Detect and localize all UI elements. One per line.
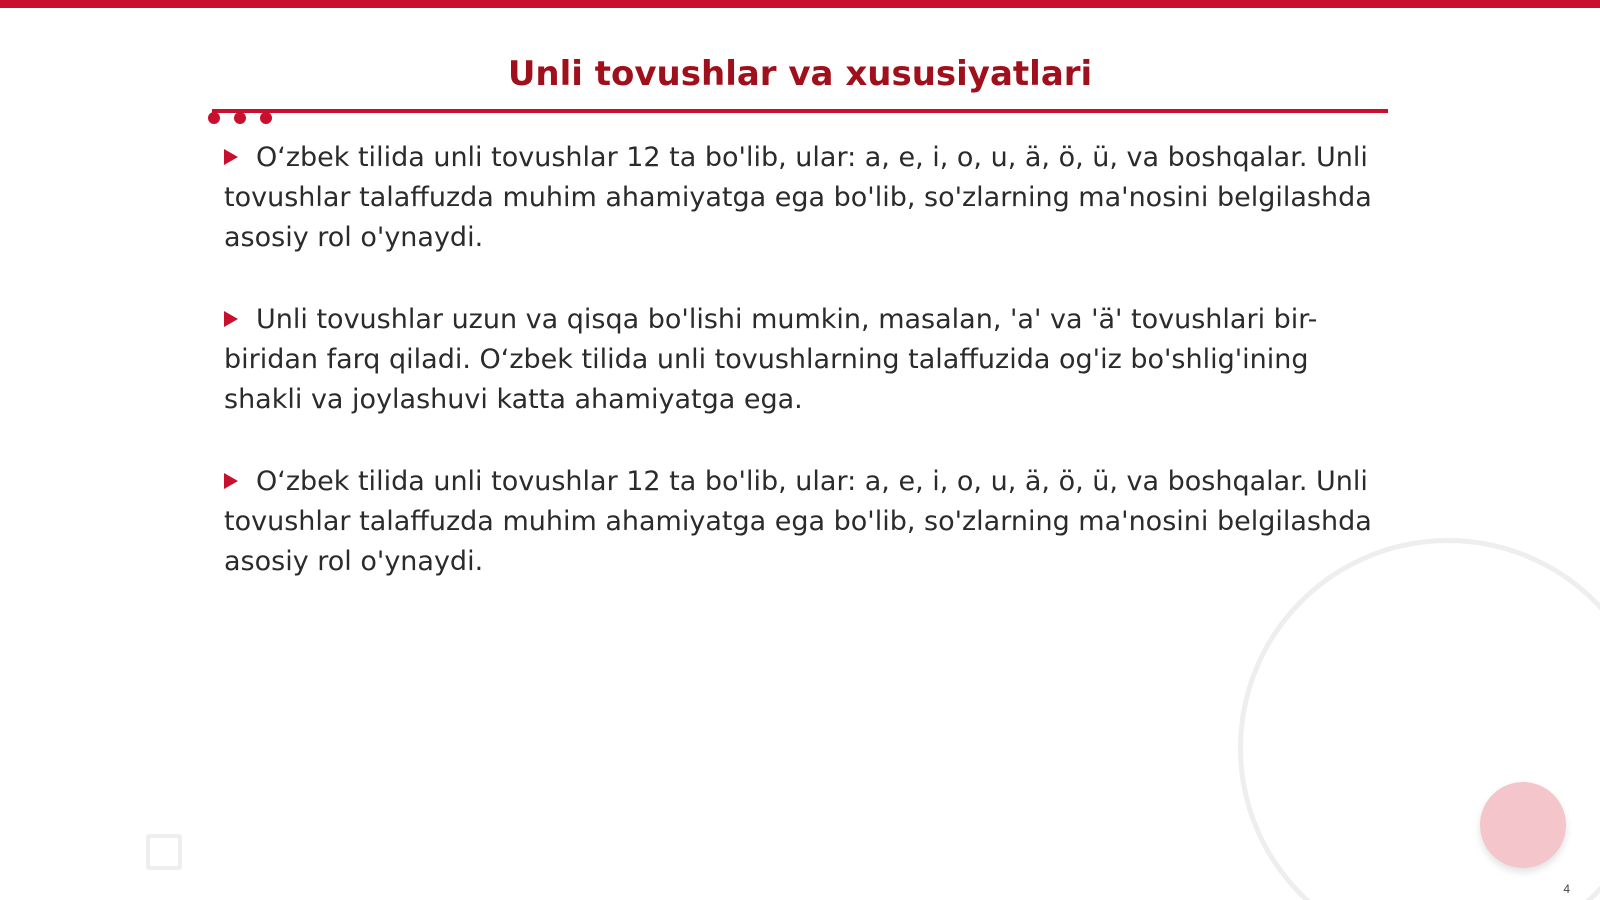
bullet-item bbox=[224, 300, 1374, 420]
page-number: 4 bbox=[1563, 882, 1570, 896]
bullet-text: Oʻzbek tilida unli tovushlar 12 ta bo'lib, ular: a, e, i, o, u, ä, ö, ü, va boshqalar. Unli tovushlar talaffuzda muhim ahamiyatga ega bo'lib, so'zlarning ma'nosini belgilashda asosiy rol o'ynaydi. bbox=[224, 466, 1372, 577]
title-underline bbox=[212, 109, 1388, 113]
bullet-text: Unli tovushlar uzun va qisqa bo'lishi mumkin, masalan, 'a' va 'ä' tovushlari bir-biridan farq qiladi. Oʻzbek tilida unli tovushlarning talaffuzida og'iz bo'shlig'ining shakli va joylashuvi katta ahamiyatga ega. bbox=[224, 304, 1318, 415]
decor-dot-2 bbox=[234, 112, 246, 124]
triangle-bullet-icon bbox=[224, 473, 238, 489]
bullet-item bbox=[224, 462, 1374, 582]
decorative-circle bbox=[1480, 782, 1566, 868]
bullet-list bbox=[224, 138, 1374, 624]
slide-title: Unli tovushlar va xususiyatlari bbox=[507, 54, 1093, 94]
bullet-text: Oʻzbek tilida unli tovushlar 12 ta bo'lib, ular: a, e, i, o, u, ä, ö, ü, va boshqalar. Unli tovushlar talaffuzda muhim ahamiyatga ega bo'lib, so'zlarning ma'nosini belgilashda asosiy rol o'ynaydi. bbox=[224, 142, 1372, 253]
decor-dot-1 bbox=[208, 112, 220, 124]
decorative-square bbox=[146, 834, 182, 870]
triangle-bullet-icon bbox=[224, 311, 238, 327]
decor-dot-3 bbox=[260, 112, 272, 124]
bullet-item bbox=[224, 138, 1374, 258]
triangle-bullet-icon bbox=[224, 149, 238, 165]
top-accent-bar bbox=[0, 0, 1600, 8]
